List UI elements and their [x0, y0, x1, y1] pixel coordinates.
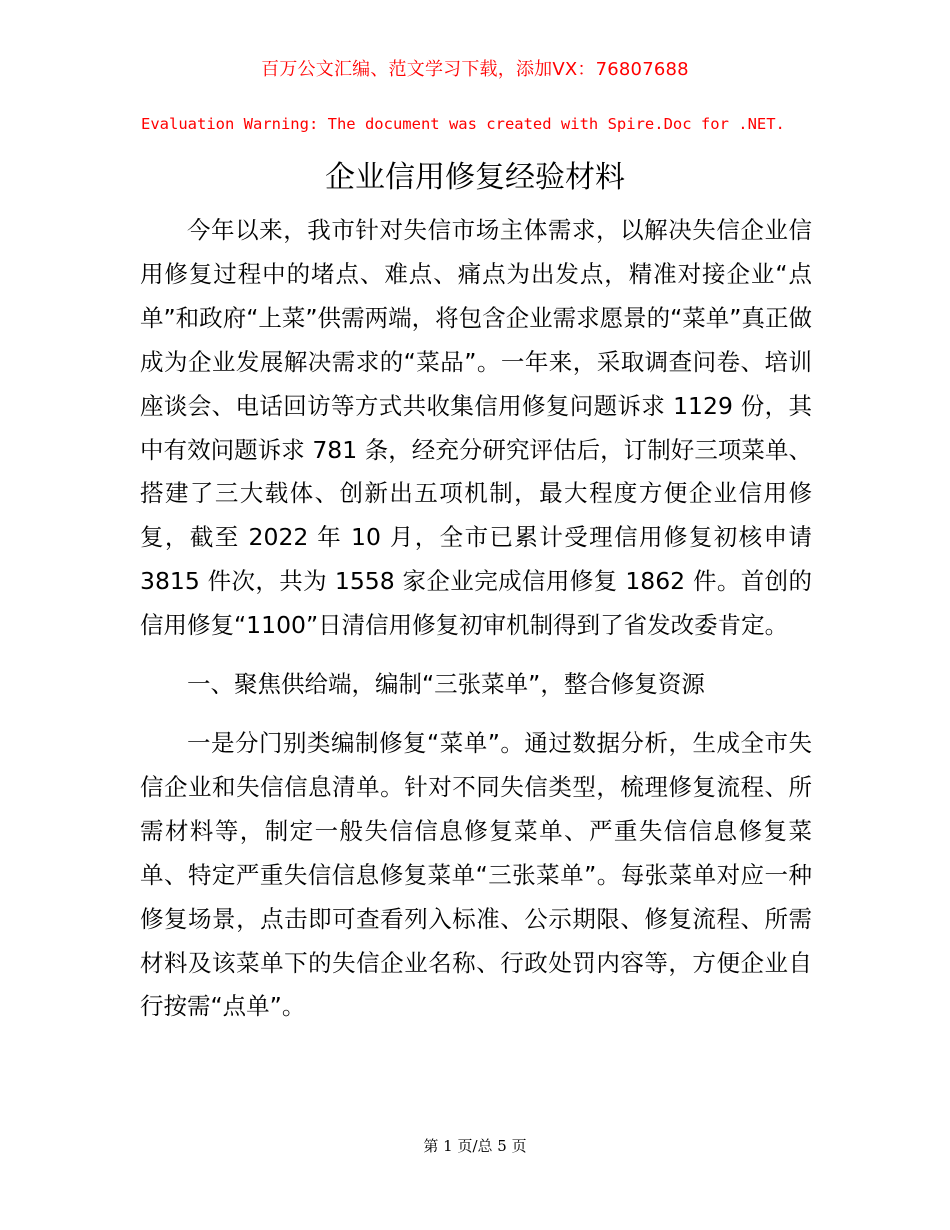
section-heading: 一、聚焦供给端，编制“三张菜单”，整合修复资源: [187, 670, 705, 699]
intro-paragraph: 今年以来，我市针对失信市场主体需求，以解决失信企业信用修复过程中的堵点、难点、痛点为出发点，精准对接企业“点单”和政府“上菜”供需两端，将包含企业需求愿景的“菜单”真正做成为企业发展解决需求的“菜品”。一年来，采取调查问卷、培训座谈会、电话回访等方式共收集信用修复问题诉求 1129 份，其中有效问题诉求 781 条，经充分研究评估后，订制好三项菜单、搭建了三大载体、创新出五项机制，最大程度方便企业信用修复，截至 2022 年 10 月，全市已累计受理信用修复初核申请 3815 件次，共为 1558 家企业完成信用修复 1862 件。首创的信用修复“1100”日清信用修复初审机制得到了省发改委肯定。: [140, 216, 812, 640]
body-paragraph: 一是分门别类编制修复“菜单”。通过数据分析，生成全市失信企业和失信信息清单。针对不同失信类型，梳理修复流程、所需材料等，制定一般失信信息修复菜单、严重失信信息修复菜单、特定严重失信信息修复菜单“三张菜单”。每张菜单对应一种修复场景，点击即可查看列入标准、公示期限、修复流程、所需材料及该菜单下的失信企业名称、行政处罚内容等，方便企业自行按需“点单”。: [140, 728, 812, 1021]
document-title: 企业信用修复经验材料: [325, 160, 625, 195]
document-body: [140, 209, 812, 1029]
header-banner: 百万公文汇编、范文学习下载，添加VX：76807688: [261, 59, 689, 80]
page-number: 第 1 页/总 5 页: [423, 1137, 527, 1155]
evaluation-warning: Evaluation Warning: The document was created with Spire.Doc for .NET.: [141, 115, 785, 133]
